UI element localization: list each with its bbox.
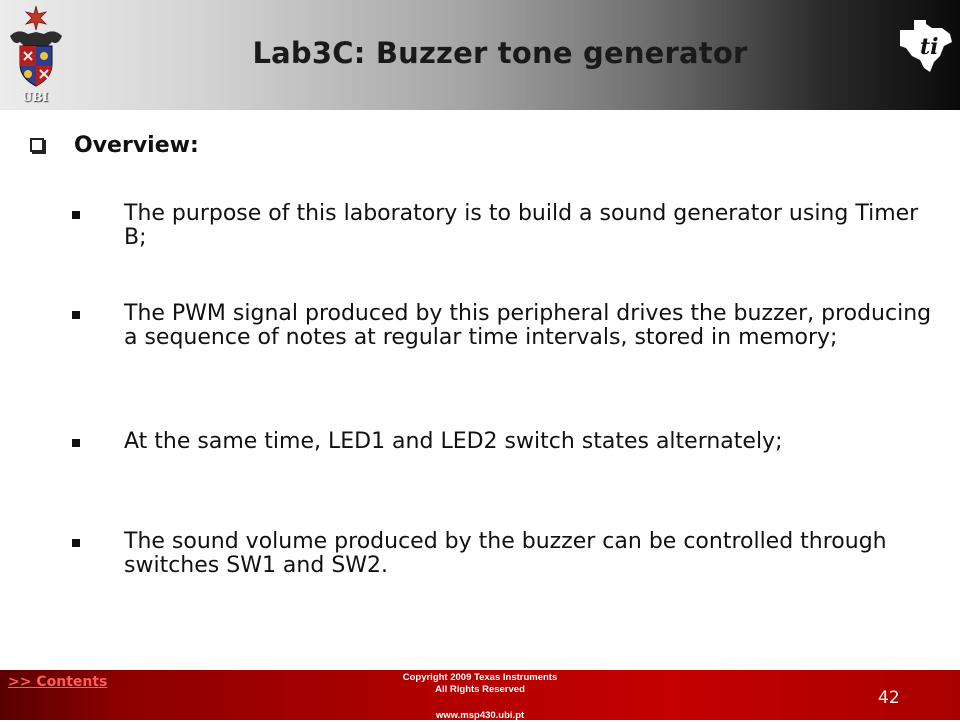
ubi-crest-logo [4, 2, 68, 94]
ubi-logo-text: UBI [21, 90, 49, 104]
copyright-block [330, 672, 630, 722]
header-bar [0, 0, 960, 110]
square-bullet-icon [72, 539, 80, 547]
bullet-item [72, 530, 932, 578]
overview-heading-row [30, 128, 199, 162]
square-bullet-icon [72, 211, 80, 219]
bullet-item [72, 430, 932, 454]
hollow-square-bullet-icon [30, 138, 44, 152]
svg-text:ti: ti [920, 34, 939, 60]
contents-link[interactable]: >> Contents [8, 674, 108, 690]
bullet-text: At the same time, LED1 and LED2 switch states alternately; [124, 429, 783, 454]
bullet-item [72, 302, 932, 350]
website-text: www.msp430.ubi.pt [435, 710, 525, 721]
texas-instruments-logo [896, 16, 956, 76]
square-bullet-icon [72, 311, 80, 319]
overview-heading: Overview: [74, 132, 199, 158]
footer-bar [0, 670, 960, 720]
slide-title: Lab3C: Buzzer tone generator [252, 36, 748, 70]
bullet-item [72, 202, 932, 250]
copyright-line: Copyright 2009 Texas Instruments [402, 672, 558, 683]
bullet-text: The purpose of this laboratory is to build a sound generator using Timer B; [124, 201, 919, 250]
square-bullet-icon [72, 439, 80, 447]
bullet-text: The sound volume produced by the buzzer can be controlled through switches SW1 and SW2. [124, 529, 887, 578]
page-number: 42 [878, 688, 900, 708]
bullet-text: The PWM signal produced by this peripheral drives the buzzer, producing a sequence of notes at regular time intervals, stored in memory; [124, 301, 932, 350]
rights-line: All Rights Reserved [435, 684, 525, 695]
